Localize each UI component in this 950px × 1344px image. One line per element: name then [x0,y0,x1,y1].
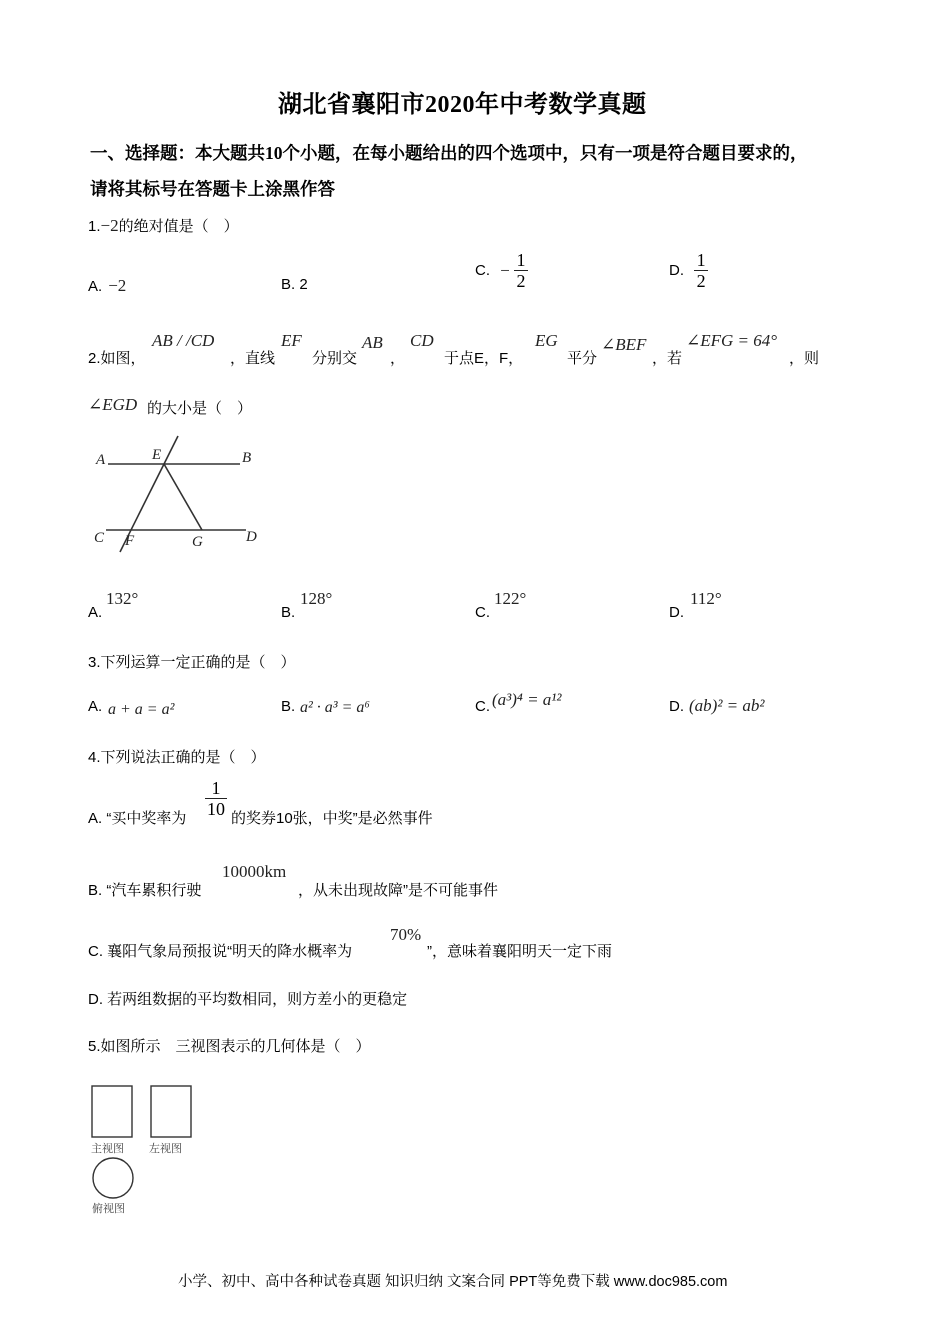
q2-prefix: 2.如图， [88,350,146,367]
q2-option-a-label: A. [88,604,103,621]
q3-option-a-expr: a + a = a² [108,701,175,718]
question-1 [88,215,239,236]
q1-number: 1. [88,218,101,235]
q2-t3: ， [390,350,406,367]
q2-m4: CD [410,331,434,350]
q2-t2: 分别交 [312,350,358,367]
q2-m5: EG [535,331,558,350]
q2-t4: 于点E，F， [444,350,524,367]
q2-option-d-label: D. [669,604,684,621]
q2-t7: ，则 [789,350,820,367]
q2-m2: EF [281,331,302,350]
q1-option-c: C. − $\frac{1}{2}$ [475,250,528,291]
q1-option-a: A. −2 [88,276,127,295]
q2-parallel-lines-figure [88,432,268,557]
q3-option-c-expr: (a³)⁴ = a¹² [492,690,562,709]
q2-t6: ，若 [652,350,683,367]
page-title: 湖北省襄阳市2020年中考数学真题 [278,92,647,118]
q4-option-c-value: 70% [390,925,422,944]
left-view-rectangle [151,1086,191,1137]
q4-option-b-pre: B. “汽车累积行驶 [88,882,202,899]
fig-label-B: B [242,450,252,466]
front-view-label: 主视图 [91,1142,124,1155]
q3-option-b-expr: a² · a³ = a⁶ [300,699,370,716]
q3-option-a-label: A. [88,698,103,715]
q2-option-b-label: B. [281,604,296,621]
fig-label-G: G [192,534,203,550]
q1-option-b: B. 2 [281,276,308,293]
left-view-label: 左视图 [149,1142,182,1155]
q2-t8: 的大小是（ ） [147,400,253,417]
q2-option-d-value: 112° [690,589,722,608]
question-3: 3.下列运算一定正确的是（ ） [88,654,296,671]
fig-label-E: E [152,447,162,463]
q3-option-d-label: D. [669,698,684,715]
q1-text: 的绝对值是（ ） [118,218,239,235]
fig-label-D: D [246,529,257,545]
q4-option-a-fraction: $\frac{1}{10}$ [207,778,225,819]
q4-option-c-pre: C. 襄阳气象局预报说“明天的降水概率为 [88,943,353,960]
q2-option-c-label: C. [475,604,490,621]
top-view-circle [93,1158,133,1198]
q4-option-a-pre: A. “买中奖率为 [88,810,187,827]
q3-option-c-label: C. [475,698,490,715]
q1-option-d: D. $\frac{1}{2}$ [669,250,708,291]
q4-option-b-post: ，从未出现故障”是不可能事件 [298,882,498,899]
question-5: 5.如图所示 三视图表示的几何体是（ ） [88,1038,371,1055]
section-heading-line1: 一、选择题：本大题共10个小题，在每小题给出的四个选项中，只有一项是符合题目要求的， [90,143,808,163]
q4-option-d: D. 若两组数据的平均数相同，则方差小的更稳定 [88,991,408,1008]
fig-label-C: C [94,530,105,546]
q2-m3: AB [362,333,383,352]
section-heading-line2: 请将其标号在答题卡上涂黑作答 [90,179,335,199]
q2-m7: ∠EFG = 64° [686,331,778,350]
q4-option-a-post: 的奖券10张，中奖”是必然事件 [231,810,433,827]
q1-d-fraction: $\frac{1}{2}$ [694,250,708,291]
q2-option-b-value: 128° [300,589,333,608]
q2-option-c-value: 122° [494,589,527,608]
front-view-rectangle [92,1086,132,1137]
q5-three-view-figure [86,1080,201,1218]
q2-m8: ∠EGD [88,395,138,414]
q3-option-d-expr: (ab)² = ab² [689,696,765,715]
q2-m1: AB / /CD [152,331,215,350]
q1-c-fraction: $\frac{1}{2}$ [514,250,528,291]
q3-option-b-label: B. [281,698,296,715]
q4-option-c-post: ”，意味着襄阳明天一定下雨 [427,943,612,960]
q2-m6: ∠BEF [601,335,647,354]
question-4: 4.下列说法正确的是（ ） [88,749,266,766]
q2-t1: ，直线 [230,350,276,367]
fig-label-A: A [96,452,106,468]
q2-t5: 平分 [567,350,598,367]
page-footer: 小学、初中、高中各种试卷真题 知识归纳 文案合同 PPT等免费下载 www.doc985.com [178,1274,728,1290]
q4-option-b-value: 10000km [222,862,287,881]
q1-expr: −2 [100,216,119,235]
fig-label-F: F [125,533,135,549]
top-view-label: 俯视图 [92,1202,125,1215]
q2-option-a-value: 132° [106,589,139,608]
